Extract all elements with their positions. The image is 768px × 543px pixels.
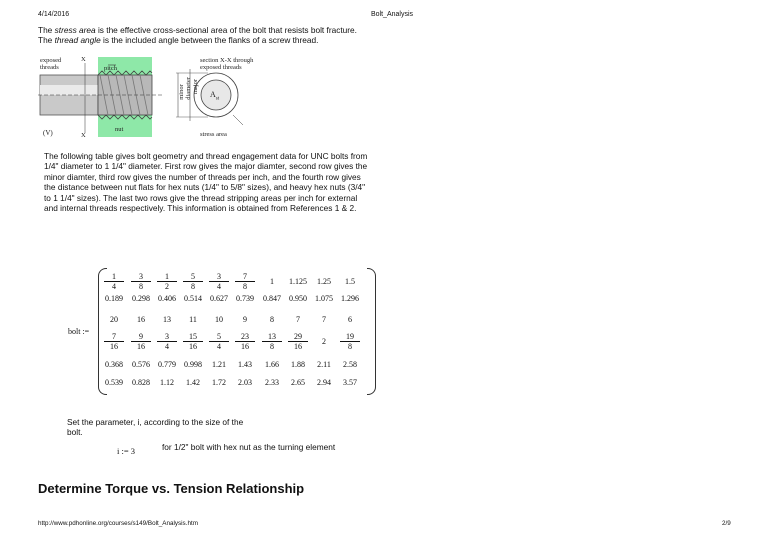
matrix-cell: $\frac{1}{2}$ <box>157 272 177 291</box>
matrix-cell: 0.406 <box>158 294 176 303</box>
matrix-cell: 0.189 <box>105 294 123 303</box>
matrix-cell: 2.58 <box>343 360 357 369</box>
matrix-cell: 1.43 <box>238 360 252 369</box>
matrix-cell: 1 <box>270 277 274 286</box>
matrix-cell: 2 <box>322 337 326 346</box>
matrix-cell: 0.576 <box>132 360 150 369</box>
matrix-cell: 13 <box>163 315 171 324</box>
matrix-cell: 16 <box>137 315 145 324</box>
term-stress-area: stress area <box>54 25 96 35</box>
matrix-cell: $\frac{3}{4}$ <box>209 272 229 291</box>
header-date: 4/14/2016 <box>38 11 70 18</box>
footer-url[interactable]: http://www.pdhonline.org/courses/s149/Bolt_Analysis.htm <box>38 520 198 527</box>
matrix-row <box>72 360 372 378</box>
matrix-cell: 9 <box>243 315 247 324</box>
label-minor-diameter: minor diameter <box>178 77 192 100</box>
param-text-line: Set the parameter, i, according to the size of the <box>67 417 244 427</box>
label-section: section X-X through exposed threads <box>200 57 254 71</box>
assignment-comment: for 1/2" bolt with hex nut as the turning element <box>162 442 336 452</box>
description-line: minor diamter, third row gives the number of threads per inch, and the fourth row gives <box>44 171 361 182</box>
matrix-cell: 0.847 <box>263 294 281 303</box>
description-line: 1/4" diameter to 1 1/4" diameter. First row gives the major diamter, second row gives the <box>44 161 368 172</box>
param-text <box>67 417 327 438</box>
matrix-cell: $\frac{23}{16}$ <box>235 332 255 351</box>
matrix-cell: 0.739 <box>236 294 254 303</box>
description-line: to 1 1/4" sizes). The last two rows give the thread stripping areas per inch for external <box>44 192 358 203</box>
matrix-cell: 6 <box>348 315 352 324</box>
matrix-cell: 1.21 <box>212 360 226 369</box>
matrix-cell: 1.72 <box>212 378 226 387</box>
matrix-cell: 2.11 <box>317 360 331 369</box>
matrix-cell: 2.03 <box>238 378 252 387</box>
label-x-top: X <box>81 56 86 63</box>
matrix-cell: $\frac{5}{8}$ <box>183 272 203 291</box>
matrix-cell: $\frac{13}{8}$ <box>262 332 282 351</box>
matrix-cell: $\frac{7}{16}$ <box>104 332 124 351</box>
label-nut: nut <box>115 126 124 133</box>
matrix-cell: 0.514 <box>184 294 202 303</box>
label-x-bottom: X <box>81 132 86 139</box>
label-pitch: pitch <box>104 65 117 72</box>
intro-line-2: The thread angle is the included angle between the flanks of a screw thread. <box>38 35 319 46</box>
matrix-row <box>72 332 372 350</box>
matrix-cell: 0.298 <box>132 294 150 303</box>
matrix-cell: $\frac{3}{8}$ <box>131 272 151 291</box>
label-exposed-threads: exposed threads <box>40 57 62 71</box>
matrix-cell: 1.66 <box>265 360 279 369</box>
intro-line-1: The stress area is the effective cross-sectional area of the bolt that resists bolt fracture. <box>38 25 357 35</box>
description-line: the distance between nut flats for hex nuts (1/4" to 5/8" sizes), and heavy hex nuts (3/4" <box>44 182 366 193</box>
matrix-row <box>72 378 372 396</box>
matrix-cell: 11 <box>189 315 197 324</box>
param-text-line: bolt. <box>67 427 83 438</box>
section-heading: Determine Torque vs. Tension Relationship <box>38 481 305 496</box>
matrix-cell: 10 <box>215 315 223 324</box>
matrix-cell: $\frac{1}{4}$ <box>104 272 124 291</box>
matrix-cell: 1.25 <box>317 277 331 286</box>
matrix-cell: 3.57 <box>343 378 357 387</box>
description-line: The following table gives bolt geometry and thread engagement data for UNC bolts from <box>44 151 368 161</box>
matrix-cell: 2.65 <box>291 378 305 387</box>
header-title: Bolt_Analysis <box>371 11 414 18</box>
matrix-cell: $\frac{15}{16}$ <box>183 332 203 351</box>
matrix-cell: 8 <box>270 315 274 324</box>
matrix-cell: 7 <box>322 315 326 324</box>
description-paragraph <box>44 151 424 213</box>
matrix-cell: $\frac{7}{8}$ <box>235 272 255 291</box>
matrix-row <box>72 294 372 312</box>
matrix-cell: 0.779 <box>158 360 176 369</box>
footer-page: 2/9 <box>722 520 731 527</box>
matrix-cell: 0.539 <box>105 378 123 387</box>
matrix-row <box>72 272 372 290</box>
matrix-cell: 2.94 <box>317 378 331 387</box>
matrix-cell: 2.33 <box>265 378 279 387</box>
matrix-cell: 1.12 <box>160 378 174 387</box>
matrix-cell: 0.627 <box>210 294 228 303</box>
matrix-cell: 1.42 <box>186 378 200 387</box>
matrix-cell: 1.075 <box>315 294 333 303</box>
matrix-cell: $\frac{19}{8}$ <box>340 332 360 351</box>
description-line: and internal threads respectively. This information is obtained from References 1 & 2. <box>44 203 357 214</box>
matrix-cell: 7 <box>296 315 300 324</box>
label-stress-area: stress area <box>200 131 227 138</box>
matrix-cell: $\frac{3}{4}$ <box>157 332 177 351</box>
matrix-cell: 0.998 <box>184 360 202 369</box>
matrix-cell: $\frac{29}{16}$ <box>288 332 308 351</box>
matrix-cell: 20 <box>110 315 118 324</box>
bolt-matrix <box>68 268 382 398</box>
matrix-cell: 1.296 <box>341 294 359 303</box>
matrix-cell: 0.828 <box>132 378 150 387</box>
matrix-cell: $\frac{5}{4}$ <box>209 332 229 351</box>
matrix-cell: 1.5 <box>345 277 355 286</box>
matrix-cell: 0.368 <box>105 360 123 369</box>
intro-paragraph <box>38 25 398 46</box>
label-major: major <box>192 79 199 95</box>
assignment-expression[interactable]: i := 3 <box>117 446 136 456</box>
label-v: (V) <box>43 129 53 137</box>
matrix-cell: 1.88 <box>291 360 305 369</box>
matrix-label: bolt := <box>68 327 90 336</box>
matrix-row <box>72 315 372 333</box>
bolt-thread-diagram <box>38 55 318 140</box>
matrix-cell: $\frac{9}{16}$ <box>131 332 151 351</box>
matrix-cell: 1.125 <box>289 277 307 286</box>
term-thread-angle: thread angle <box>54 35 101 46</box>
label-area: $A_{st}$ <box>210 90 220 102</box>
matrix-cell: 0.950 <box>289 294 307 303</box>
